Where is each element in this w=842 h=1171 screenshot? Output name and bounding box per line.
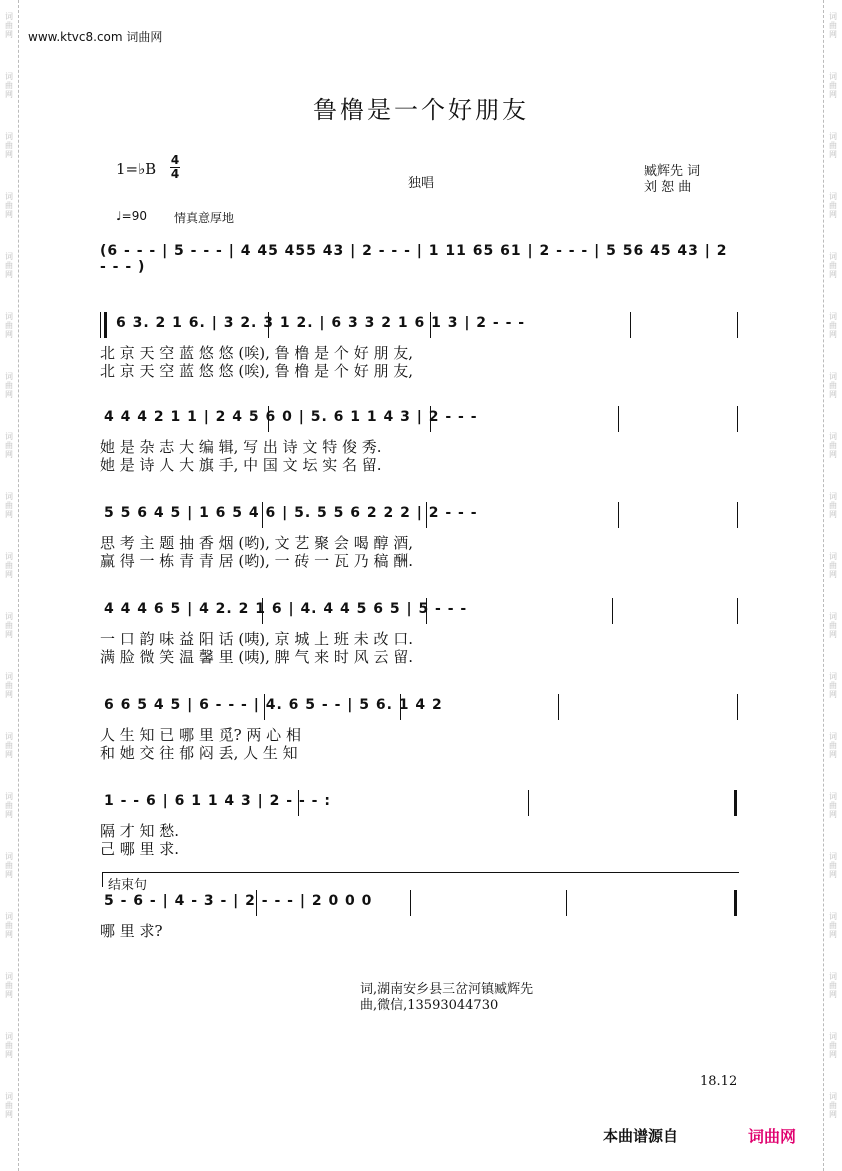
watermark-text: 词 曲 网 bbox=[829, 792, 837, 819]
barline bbox=[630, 312, 631, 338]
watermark-text: 词 曲 网 bbox=[829, 12, 837, 39]
lyric-verse-1: 哪 里 求? bbox=[100, 922, 163, 940]
watermark-text: 词 曲 网 bbox=[5, 372, 13, 399]
watermark-text: 词 曲 网 bbox=[829, 72, 837, 99]
barline bbox=[558, 694, 559, 720]
lyric-verse-1: 她 是 杂 志 大 编 辑, 写 出 诗 文 特 俊 秀. bbox=[100, 438, 382, 456]
notes-line: (6 - - - | 5 - - - | 4 45 455 43 | 2 - - - | 1 11 65 61 | 2 - - - | 5 56 45 43 | 2 - - - ) bbox=[100, 243, 728, 275]
notes-line: 6 3. 2 1 6. | 3 2. 3 1 2. | 6 3 3 2 1 6 1 3 | 2 - - - bbox=[116, 315, 526, 331]
watermark-text: 词 曲 网 bbox=[829, 552, 837, 579]
watermark-text: 词 曲 网 bbox=[5, 492, 13, 519]
notes-line: 4 4 4 6 5 | 4 2. 2 1 6 | 4. 4 4 5 6 5 | 5 - - - bbox=[104, 601, 468, 617]
final-barline bbox=[734, 890, 737, 916]
tempo-mark: ♩=90 bbox=[116, 209, 147, 223]
author-info bbox=[360, 982, 533, 1014]
watermark-text: 词 曲 网 bbox=[5, 72, 13, 99]
watermark-text: 词 曲 网 bbox=[5, 252, 13, 279]
watermark-text: 词 曲 网 bbox=[5, 132, 13, 159]
date-stamp: 18.12 bbox=[700, 1074, 738, 1089]
notes-line: 6 6 5 4 5 | 6 - - - | 4. 6 5 - - | 5 6. 1 4 2 bbox=[104, 697, 443, 713]
watermark-text: 词 曲 网 bbox=[829, 732, 837, 759]
repeat-end-barline bbox=[734, 790, 737, 816]
key-signature: 1=♭B bbox=[116, 160, 157, 178]
time-bottom: 4 bbox=[170, 167, 180, 181]
lyric-verse-1: 一 口 韵 味 益 阳 话 (咦), 京 城 上 班 未 改 口. bbox=[100, 630, 413, 648]
watermark-text: 词 曲 网 bbox=[5, 312, 13, 339]
barline bbox=[618, 502, 619, 528]
watermark-text: 词 曲 网 bbox=[5, 612, 13, 639]
watermark-text: 词 曲 网 bbox=[5, 192, 13, 219]
lyric-verse-1: 北 京 天 空 蓝 悠 悠 (唉), 鲁 橹 是 个 好 朋 友, bbox=[100, 344, 413, 362]
barline bbox=[566, 890, 567, 916]
watermark-text: 词 曲 网 bbox=[5, 912, 13, 939]
watermark-text: 词 曲 网 bbox=[829, 192, 837, 219]
author-lyric: 词,湖南安乡县三岔河镇臧辉先 bbox=[360, 982, 534, 997]
page-title: 鲁橹是一个好朋友 bbox=[313, 96, 529, 124]
watermark-text: 词 曲 网 bbox=[5, 12, 13, 39]
notes-line: 1 - - 6 | 6 1 1 4 3 | 2 - - - : bbox=[104, 793, 331, 809]
watermark-text: 词 曲 网 bbox=[5, 432, 13, 459]
lyric-verse-1: 思 考 主 题 抽 香 烟 (哟), 文 艺 聚 会 喝 醇 酒, bbox=[100, 534, 413, 552]
barline bbox=[618, 406, 619, 432]
lyric-verse-1: 人 生 知 已 哪 里 觅? 两 心 相 bbox=[100, 726, 301, 744]
lyric-verse-2: 北 京 天 空 蓝 悠 悠 (唉), 鲁 橹 是 个 好 朋 友, bbox=[100, 362, 413, 380]
barline bbox=[737, 502, 738, 528]
watermark-text: 词 曲 网 bbox=[5, 792, 13, 819]
lyricist: 臧辉先 词 bbox=[644, 164, 701, 179]
watermark-text: 词 曲 网 bbox=[829, 312, 837, 339]
barline bbox=[737, 598, 738, 624]
notes-line: 4 4 4 2 1 1 | 2 4 5 6 0 | 5. 6 1 1 4 3 | 2 - - - bbox=[104, 409, 478, 425]
watermark-text: 词 曲 网 bbox=[5, 732, 13, 759]
time-signature bbox=[170, 154, 180, 181]
watermark-text: 词 曲 网 bbox=[5, 672, 13, 699]
watermark-text: 词 曲 网 bbox=[5, 1092, 13, 1119]
watermark-text: 词 曲 网 bbox=[5, 552, 13, 579]
notes-line: 5 5 6 4 5 | 1 6 5 4 6 | 5. 5 5 6 2 2 2 | 2 - - - bbox=[104, 505, 478, 521]
ending-label: 结束句 bbox=[108, 878, 148, 893]
notes-line: 5 - 6 - | 4 - 3 - | 2 - - - | 2 0 0 0 bbox=[104, 893, 373, 909]
barline bbox=[410, 890, 411, 916]
repeat-start-barline bbox=[100, 312, 107, 338]
barline bbox=[528, 790, 529, 816]
barline bbox=[612, 598, 613, 624]
performance-type: 独唱 bbox=[408, 176, 435, 191]
watermark-text: 词 曲 网 bbox=[829, 852, 837, 879]
watermark-text: 词 曲 网 bbox=[5, 852, 13, 879]
watermark-text: 词 曲 网 bbox=[829, 672, 837, 699]
watermark-text: 词 曲 网 bbox=[5, 1032, 13, 1059]
barline bbox=[737, 312, 738, 338]
watermark-text: 词 曲 网 bbox=[829, 372, 837, 399]
author-music: 曲,微信,13593044730 bbox=[360, 998, 499, 1013]
barline bbox=[737, 406, 738, 432]
watermark-text: 词 曲 网 bbox=[829, 612, 837, 639]
lyric-verse-1: 隔 才 知 愁. bbox=[100, 822, 180, 840]
lyric-verse-2: 己 哪 里 求. bbox=[100, 840, 180, 858]
lyric-verse-2: 和 她 交 往 郁 闷 丢, 人 生 知 bbox=[100, 744, 298, 762]
credits bbox=[644, 164, 700, 196]
expression-mark: 情真意厚地 bbox=[174, 211, 235, 225]
watermark-text: 词 曲 网 bbox=[5, 972, 13, 999]
lyric-verse-2: 满 脸 微 笑 温 馨 里 (咦), 脾 气 来 时 风 云 留. bbox=[100, 648, 413, 666]
site-logo-text[interactable]: 词曲网 bbox=[748, 1127, 797, 1146]
watermark-text: 词 曲 网 bbox=[829, 972, 837, 999]
lyric-verse-2: 赢 得 一 栋 青 青 居 (哟), 一 砖 一 瓦 乃 稿 酬. bbox=[100, 552, 413, 570]
watermark-text: 词 曲 网 bbox=[829, 432, 837, 459]
ending-bracket bbox=[102, 872, 739, 887]
watermark-text: 词 曲 网 bbox=[829, 492, 837, 519]
watermark-text: 词 曲 网 bbox=[829, 1092, 837, 1119]
barline bbox=[737, 694, 738, 720]
source-label: 本曲谱源自 bbox=[603, 1127, 679, 1145]
watermark-text: 词 曲 网 bbox=[829, 912, 837, 939]
left-watermark-strip bbox=[0, 0, 19, 1171]
right-watermark-strip bbox=[823, 0, 842, 1171]
lyric-verse-2: 她 是 诗 人 大 旗 手, 中 国 文 坛 实 名 留. bbox=[100, 456, 382, 474]
watermark-text: 词 曲 网 bbox=[829, 132, 837, 159]
time-top: 4 bbox=[170, 153, 180, 167]
watermark-text: 词 曲 网 bbox=[829, 252, 837, 279]
composer: 刘 恕 曲 bbox=[644, 180, 692, 195]
watermark-text: 词 曲 网 bbox=[829, 1032, 837, 1059]
site-url[interactable]: www.ktvc8.com 词曲网 bbox=[28, 30, 163, 44]
